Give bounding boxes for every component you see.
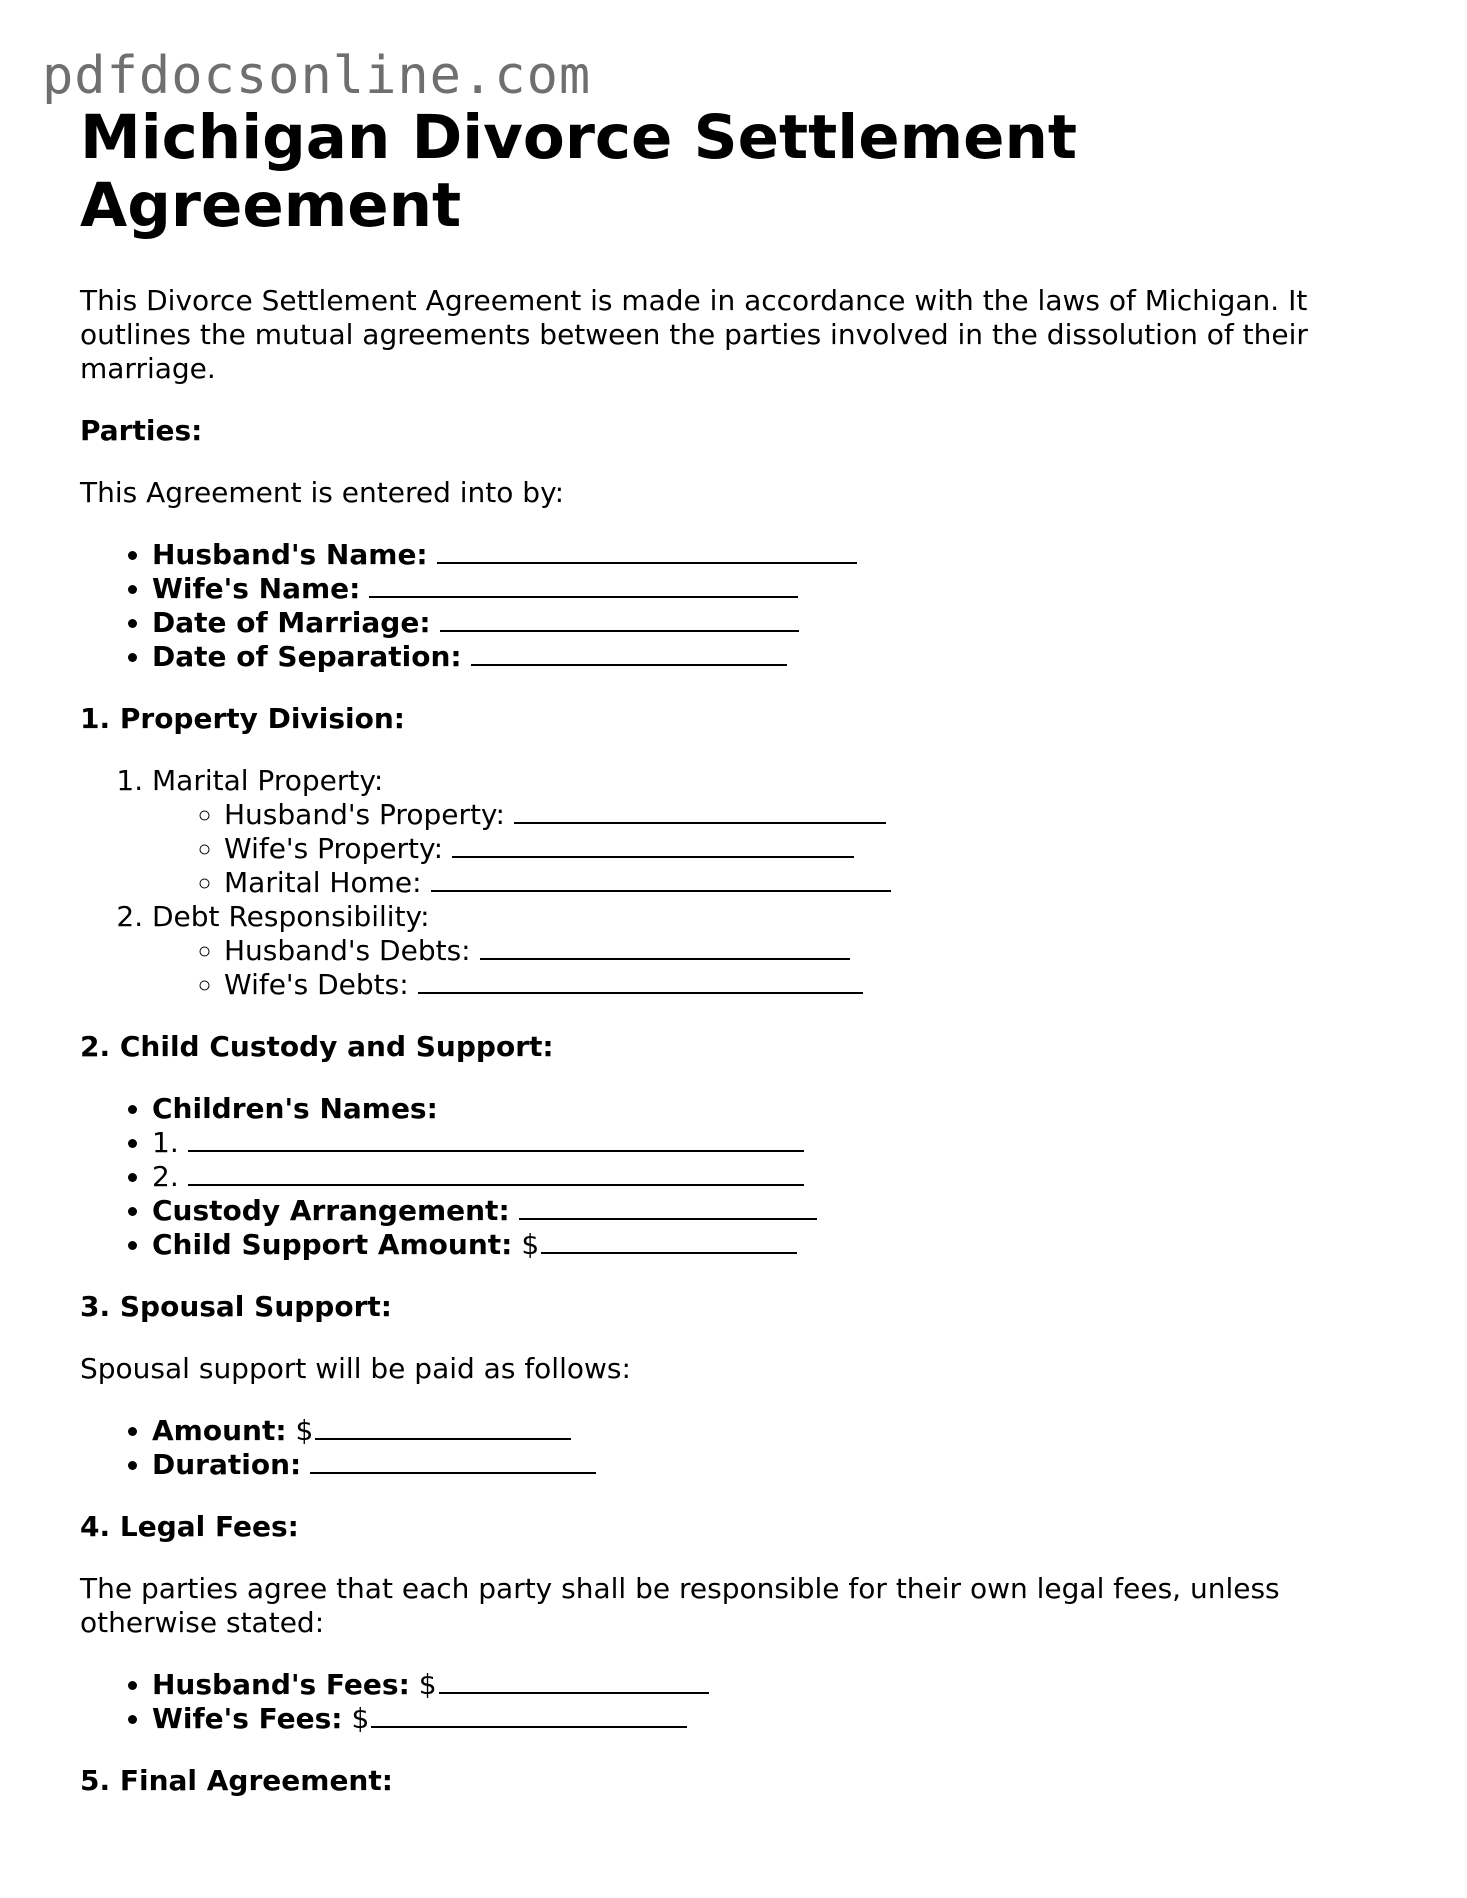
marital-home-label: Marital Home: [224,866,422,899]
marital-property-sublist [152,798,1400,900]
wifes-debts-label: Wife's Debts: [224,968,409,1001]
currency-symbol: $ [351,1702,370,1735]
wife-name-label: Wife's Name: [152,572,361,605]
intro-paragraph: This Divorce Settlement Agreement is made in accordance with the laws of Michigan. It outlines the mutual agreements between the parties involved in the dissolution of their marriage. [80,284,1308,385]
list-item [224,934,1400,968]
list-item [224,832,1400,866]
list-item [152,1092,1400,1126]
currency-symbol: $ [295,1414,314,1447]
property-heading: 1. Property Division: [80,702,405,735]
list-item [224,866,1400,900]
list-item [152,606,1400,640]
child-1-label: 1. [152,1126,179,1159]
children-names-label: Children's Names: [152,1092,438,1125]
child-2-field[interactable] [188,1160,804,1186]
parties-list [80,538,1400,674]
property-list [80,764,1400,1002]
spousal-amount-field[interactable] [315,1414,571,1440]
husbands-fees-field[interactable] [439,1668,709,1694]
child-support-amount-field[interactable] [541,1228,797,1254]
custody-list [80,1092,1400,1262]
husband-name-field[interactable] [437,538,857,564]
custody-arrangement-field[interactable] [519,1194,817,1220]
spousal-heading: 3. Spousal Support: [80,1290,392,1323]
child-1-field[interactable] [188,1126,804,1152]
list-item [152,572,1400,606]
debt-responsibility-label: Debt Responsibility: [152,900,430,933]
final-agreement-heading: 5. Final Agreement: [80,1764,393,1797]
list-item [152,1448,1400,1482]
document-body [80,104,1400,1826]
debt-sublist [152,934,1400,1002]
wifes-fees-label: Wife's Fees: [152,1702,343,1735]
list-item [224,968,1400,1002]
list-item [152,900,1400,1002]
husbands-debts-label: Husband's Debts: [224,934,471,967]
spousal-lead: Spousal support will be paid as follows: [80,1352,631,1385]
legal-fees-list [80,1668,1400,1736]
husbands-property-field[interactable] [514,798,886,824]
list-item [152,1702,1400,1736]
parties-heading: Parties: [80,414,203,447]
list-item [152,1194,1400,1228]
date-of-marriage-label: Date of Marriage: [152,606,431,639]
date-of-separation-field[interactable] [471,640,787,666]
wifes-property-label: Wife's Property: [224,832,443,865]
list-item [152,1228,1400,1262]
husbands-debts-field[interactable] [480,934,850,960]
list-item [152,764,1400,900]
currency-symbol: $ [418,1668,437,1701]
amount-label: Amount: [152,1414,287,1447]
page-title: Michigan Divorce Settlement Agreement [80,102,1078,241]
date-of-separation-label: Date of Separation: [152,640,462,673]
spousal-duration-field[interactable] [310,1448,596,1474]
husbands-property-label: Husband's Property: [224,798,505,831]
list-item [152,1126,1400,1160]
spousal-list [80,1414,1400,1482]
wifes-fees-field[interactable] [371,1702,687,1728]
parties-lead: This Agreement is entered into by: [80,476,565,509]
list-item [224,798,1400,832]
marital-home-field[interactable] [431,866,891,892]
husbands-fees-label: Husband's Fees: [152,1668,410,1701]
list-item [152,538,1400,572]
custody-heading: 2. Child Custody and Support: [80,1030,554,1063]
currency-symbol: $ [521,1228,540,1261]
child-support-amount-label: Child Support Amount: [152,1228,513,1261]
wife-name-field[interactable] [369,572,798,598]
duration-label: Duration: [152,1448,302,1481]
husband-name-label: Husband's Name: [152,538,428,571]
child-2-label: 2. [152,1160,179,1193]
list-item [152,1160,1400,1194]
wifes-debts-field[interactable] [418,968,863,994]
list-item [152,640,1400,674]
list-item [152,1668,1400,1702]
watermark: pdfdocsonline.com [42,46,592,106]
custody-arrangement-label: Custody Arrangement: [152,1194,510,1227]
legal-fees-lead: The parties agree that each party shall be responsible for their own legal fees, unless otherwise stated: [80,1572,1280,1639]
date-of-marriage-field[interactable] [440,606,799,632]
legal-fees-heading: 4. Legal Fees: [80,1510,299,1543]
wifes-property-field[interactable] [452,832,854,858]
marital-property-label: Marital Property: [152,764,384,797]
list-item [152,1414,1400,1448]
